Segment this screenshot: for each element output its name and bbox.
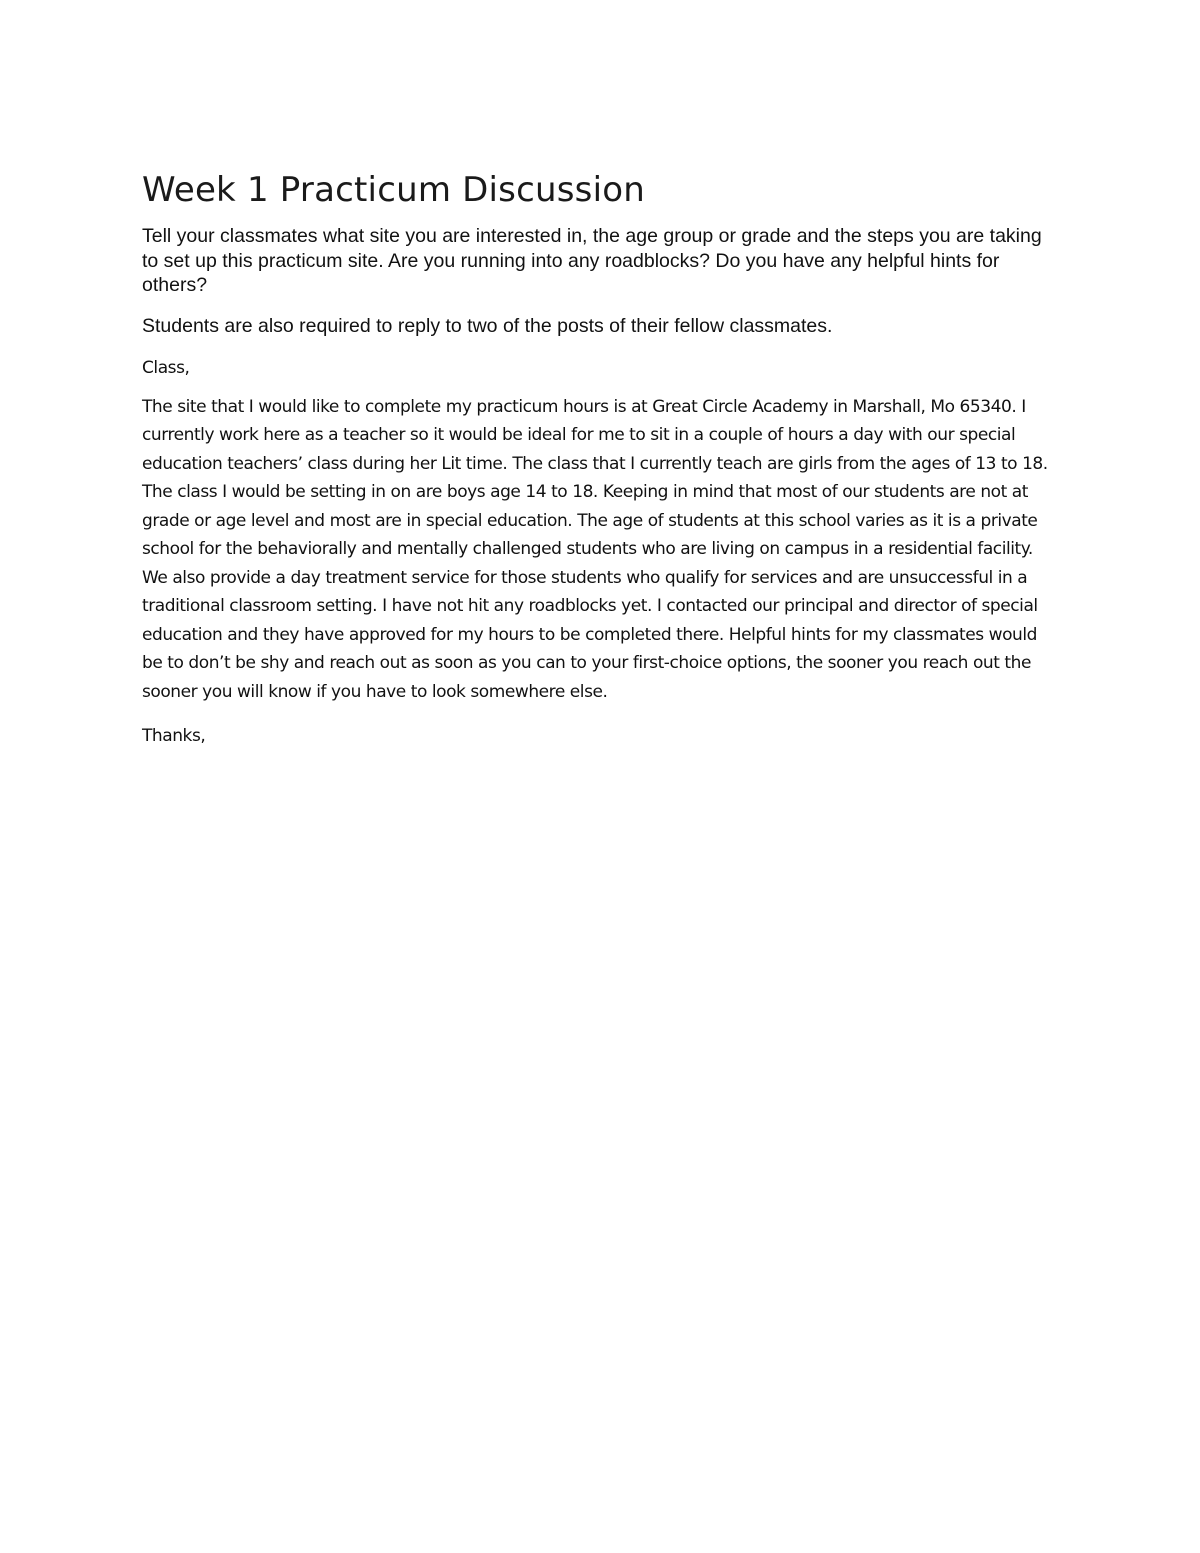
post-greeting: Class,	[142, 358, 190, 378]
reply-requirement: Students are also required to reply to two of the posts of their fellow classmates.	[142, 314, 833, 337]
document-content	[142, 168, 1062, 767]
document-title: Week 1 Practicum Discussion	[142, 170, 645, 210]
discussion-prompt: Tell your classmates what site you are interested in, the age group or grade and the steps you are taking to set up this practicum site. Are you running into any roadblocks? Do you have any helpful hints for others?	[142, 225, 1042, 296]
post-closing: Thanks,	[142, 726, 206, 746]
post-body: The site that I would like to complete my practicum hours is at Great Circle Academy in Marshall, Mo 65340. I currently work here as a teacher so it would be ideal for me to sit in a couple of hours a day with our special education teachers’ class during her Lit time. The class that I currently teach are girls from the ages of 13 to 18. The class I would be setting in on are boys age 14 to 18. Keeping in mind that most of our students are not at grade or age level and most are in special education. The age of students at this school varies as it is a private school for the behaviorally and mentally challenged students who are living on campus in a residential facility. We also provide a day treatment service for those students who qualify for services and are unsuccessful in a traditional classroom setting. I have not hit any roadblocks yet. I contacted our principal and director of special education and they have approved for my hours to be completed there. Helpful hints for my classmates would be to don’t be shy and reach out as soon as you can to your first-choice options, the sooner you reach out the sooner you will know if you have to look somewhere else.	[142, 396, 1048, 702]
